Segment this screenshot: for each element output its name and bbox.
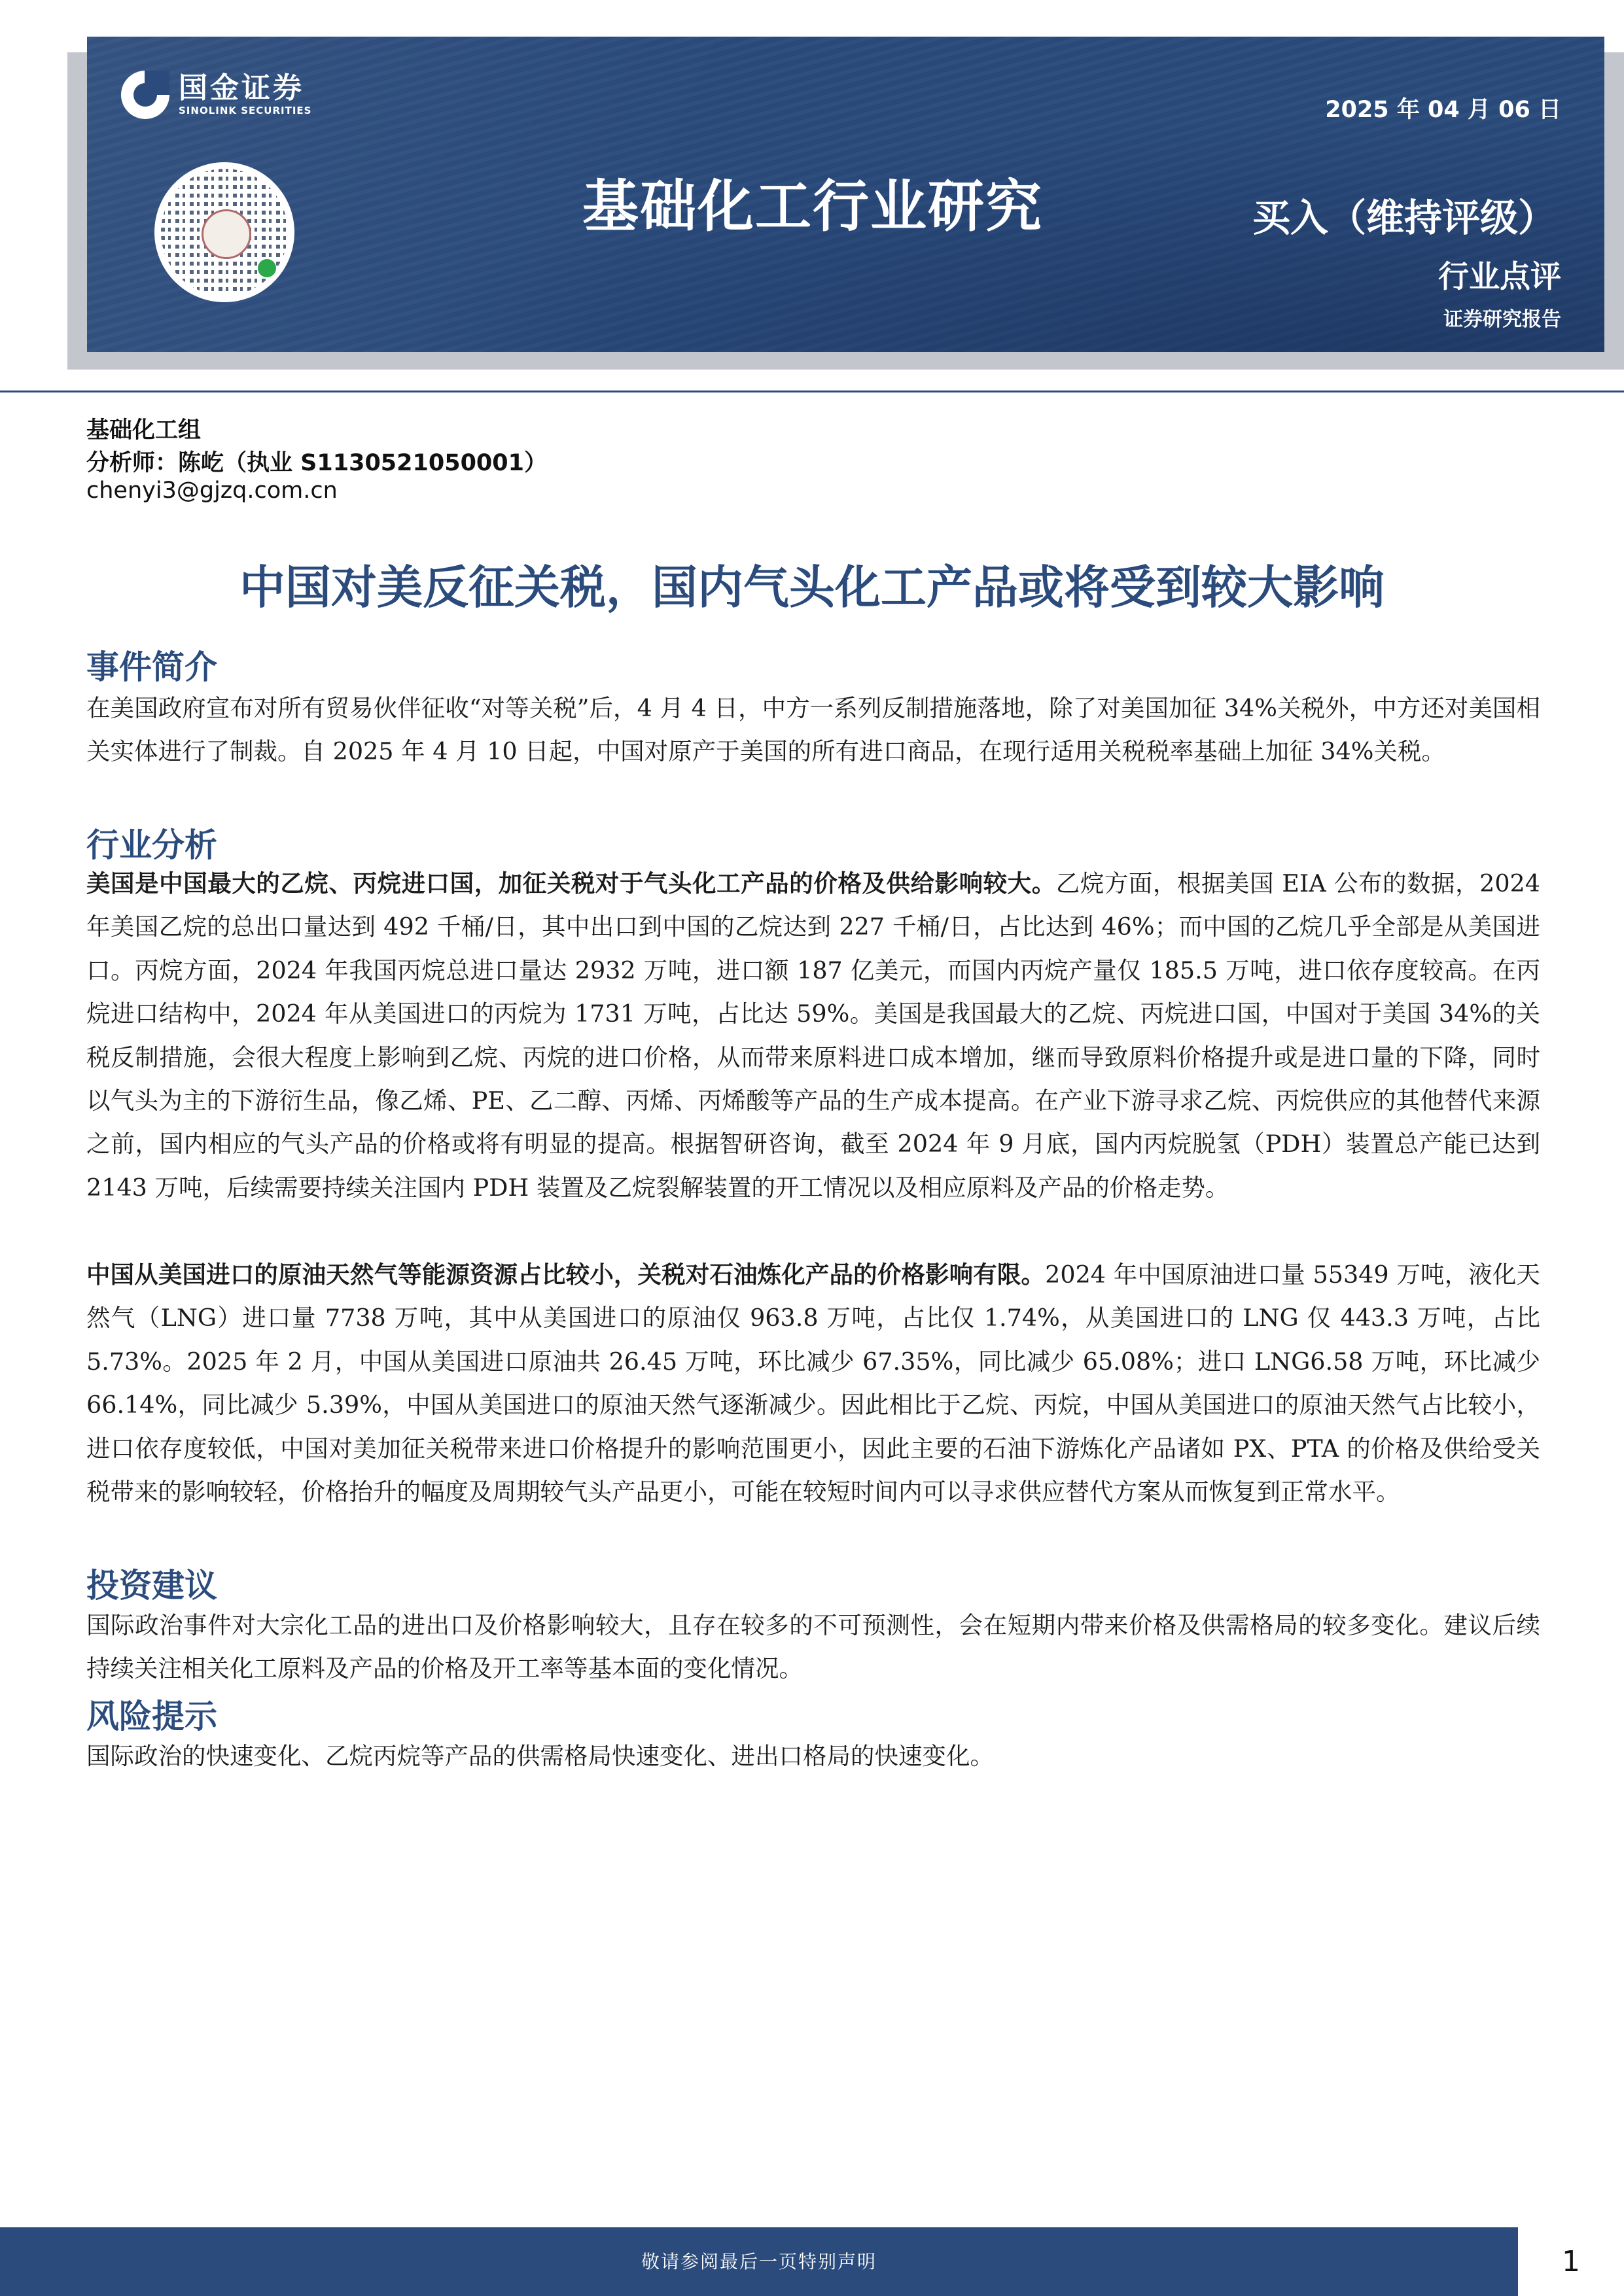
section-heading-risk: 风险提示	[86, 1697, 217, 1735]
footer-disclaimer: 敬请参阅最后一页特别声明	[641, 2251, 877, 2272]
paragraph-text: 在美国政府宣布对所有贸易伙伴征收“对等关税”后，4 月 4 日，中方一系列反制措施落地，除了对美国加征 34%关税外，中方还对美国相关实体进行了制裁。自 2025 年 4 月 10 日起，中国对原产于美国的所有进口商品，在现行适用关税税率基础上加征 34%关税。	[86, 694, 1540, 766]
report-type: 行业点评	[1438, 259, 1561, 295]
logo-name-cn: 国金证券	[179, 71, 304, 105]
company-logo	[121, 71, 311, 119]
section-heading-event: 事件简介	[86, 648, 217, 686]
paragraph-lead: 美国是中国最大的乙烷、丙烷进口国，加征关税对于气头化工产品的价格及供给影响较大。	[86, 869, 1056, 897]
report-date: 2025 年 04 月 06 日	[1325, 97, 1561, 123]
analysis-paragraph-1	[86, 862, 1540, 1209]
paragraph-text: 国际政治事件对大宗化工品的进出口及价格影响较大，且存在较多的不可预测性，会在短期内带来价格及供需格局的较多变化。建议后续持续关注相关化工原料及产品的价格及开工率等基本面的变化情况。	[86, 1611, 1540, 1683]
report-category: 证券研究报告	[1443, 308, 1561, 331]
document-title: 中国对美反征关税，国内气头化工产品或将受到较大影响	[239, 561, 1385, 614]
logo-mark-icon	[121, 71, 169, 119]
qr-code-icon	[154, 162, 294, 302]
footer-bar	[0, 2227, 1518, 2296]
paragraph-text: 乙烷方面，根据美国 EIA 公布的数据，2024 年美国乙烷的总出口量达到 492 千桶/日，其中出口到中国的乙烷达到 227 千桶/日，占比达到 46%；而中国的乙烷几乎全部是从美国进口。丙烷方面，2024 年我国丙烷总进口量达 2932 万吨，进口额 187 亿美元，而国内丙烷产量仅 185.5 万吨，进口依存度较高。在丙烷进口结构中，2024 年从美国进口的丙烷为 1731 万吨，占比达 59%。美国是我国最大的乙烷、丙烷进口国，中国对于美国 34%的关税反制措施，会很大程度上影响到乙烷、丙烷的进口价格，从而带来原料进口成本增加，继而导致原料价格提升或是进口量的下降，同时以气头为主的下游衍生品，像乙烯、PE、乙二醇、丙烯、丙烯酸等产品的生产成本提高。在产业下游寻求乙烷、丙烷供应的其他替代来源之前，国内相应的气头产品的价格或将有明显的提高。根据智研咨询，截至 2024 年 9 月底，国内丙烷脱氢（PDH）装置总产能已达到 2143 万吨，后续需要持续关注国内 PDH 装置及乙烷裂解装置的开工情况以及相应原料及产品的价格走势。	[86, 869, 1541, 1202]
analyst-email[interactable]: chenyi3@gjzq.com.cn	[86, 478, 338, 504]
mini-program-badge-icon	[258, 259, 276, 277]
investment-paragraph	[86, 1604, 1540, 1691]
risk-paragraph	[86, 1735, 1540, 1778]
section-heading-investment: 投资建议	[86, 1567, 217, 1605]
analyst-group: 基础化工组	[86, 417, 202, 444]
event-paragraph	[86, 687, 1540, 774]
header-divider	[0, 391, 1624, 392]
page-number: 1	[1562, 2245, 1580, 2278]
section-heading-analysis: 行业分析	[86, 826, 217, 864]
paragraph-text: 2024 年中国原油进口量 55349 万吨，液化天然气（LNG）进口量 7738 万吨，其中从美国进口的原油仅 963.8 万吨，占比仅 1.74%，从美国进口的 LNG 仅 443.3 万吨，占比 5.73%。2025 年 2 月，中国从美国进口原油共 26.45 万吨，环比减少 67.35%，同比减少 65.08%；进口 LNG6.58 万吨，环比减少 66.14%，同比减少 5.39%，中国从美国进口的原油天然气逐渐减少。因此相比于乙烷、丙烷，中国从美国进口的原油天然气占比较小，进口依存度较低，中国对美加征关税带来进口价格提升的影响范围更小，因此主要的石油下游炼化产品诸如 PX、PTA 的价格及供给受关税带来的影响较轻，价格抬升的幅度及周期较气头产品更小，可能在较短时间内可以寻求供应替代方案从而恢复到正常水平。	[86, 1261, 1541, 1506]
paragraph-text: 国际政治的快速变化、乙烷丙烷等产品的供需格局快速变化、进出口格局的快速变化。	[86, 1742, 994, 1770]
report-series-title: 基础化工行业研究	[582, 174, 1043, 239]
rating-label: 买入（维持评级）	[1252, 196, 1556, 240]
logo-name-en: SINOLINK SECURITIES	[179, 105, 312, 116]
header-banner	[87, 37, 1604, 352]
analyst-name: 分析师：陈屹（执业 S1130521050001）	[86, 450, 547, 476]
analysis-paragraph-2	[86, 1253, 1540, 1514]
paragraph-lead: 中国从美国进口的原油天然气等能源资源占比较小，关税对石油炼化产品的价格影响有限。	[86, 1261, 1046, 1289]
